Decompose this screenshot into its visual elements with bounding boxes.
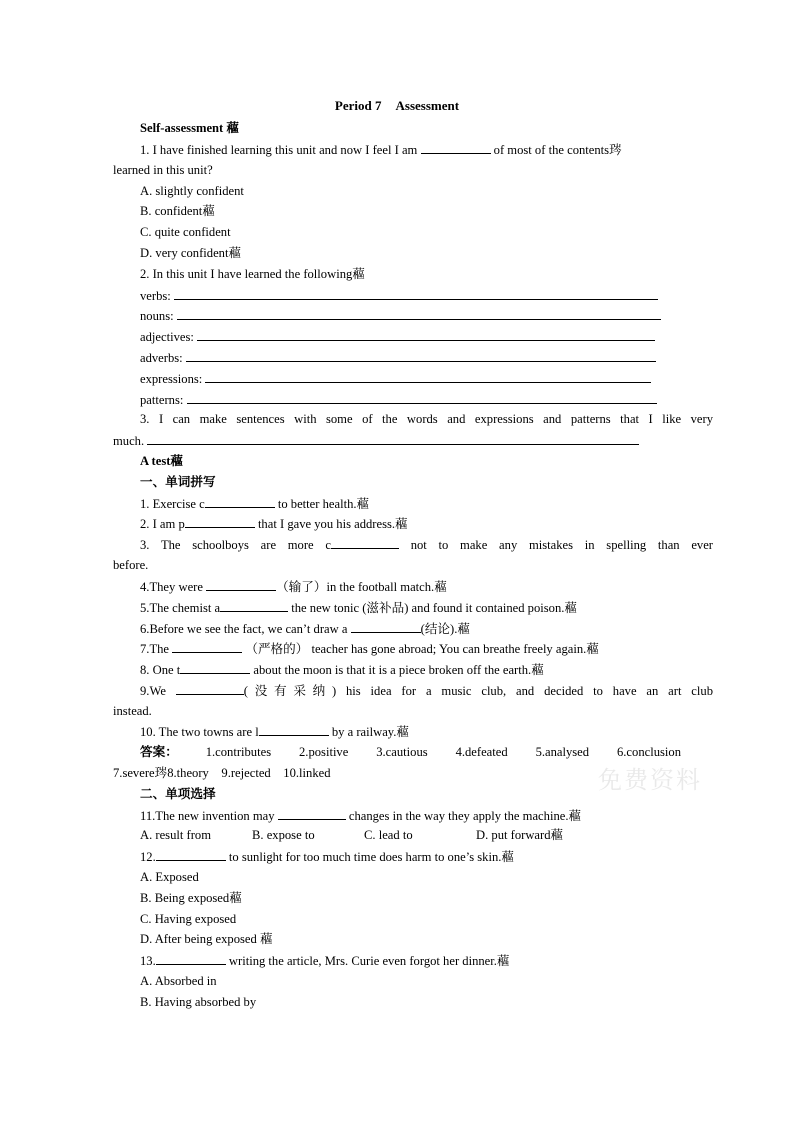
answer-blank <box>185 515 255 528</box>
spelling-item-10: 10. The two towns are l by a railway.藲 <box>140 725 410 739</box>
question-12-option-a: A. Exposed <box>140 870 199 884</box>
answer-blank <box>421 141 491 154</box>
spelling-item-6: 6.Before we see the fact, we can’t draw a (结论).藲 <box>140 622 470 636</box>
spelling-item-3: 3. The schoolboys are more c not to make any mistakes in spelling than ever <box>140 538 713 552</box>
answer-line <box>177 307 661 320</box>
answer-blank <box>206 578 276 591</box>
option-a: A. slightly confident <box>140 184 244 198</box>
answer-line <box>205 370 651 383</box>
question-12-option-d: D. After being exposed 藲 <box>140 932 273 946</box>
row-nouns: nouns: <box>140 307 661 324</box>
spelling-item-1: 1. Exercise c to better health.藲 <box>140 497 370 511</box>
spelling-item-7: 7.The （严格的） teacher has gone abroad; You can breathe freely again.藲 <box>140 642 599 656</box>
question-1-line2: learned in this unit? <box>113 163 213 177</box>
row-adjectives: adjectives: <box>140 328 655 345</box>
answer-blank <box>220 599 288 612</box>
choice-question-11: 11.The new invention may changes in the way they apply the machine.藲 <box>140 809 582 823</box>
question-2: 2. In this unit I have learned the following藲 <box>140 267 365 281</box>
question-13-option-b: B. Having absorbed by <box>140 995 257 1009</box>
a-test-heading: A test藲 <box>140 454 184 468</box>
answer-blank <box>205 495 275 508</box>
row-verbs: verbs: <box>140 287 658 304</box>
answers-line-1: 答案： 1.contributes 2.positive 3.cautious 4.defeated 5.analysed 6.conclusion <box>140 745 681 759</box>
question-3-line2: much. <box>113 432 639 449</box>
question-12-option-b: B. Being exposed藲 <box>140 891 242 905</box>
row-patterns: patterns: <box>140 391 657 408</box>
question-12-option-c: C. Having exposed <box>140 912 237 926</box>
self-assessment-heading: Self-assessment 藲 <box>140 121 239 135</box>
question-11-options: A. result from B. expose to C. lead to D. put forward藲 <box>140 828 564 842</box>
choice-question-12: 12. to sunlight for too much time does harm to one’s skin.藲 <box>140 850 514 864</box>
answer-line <box>174 287 658 300</box>
option-c: C. quite confident <box>140 225 231 239</box>
answer-line <box>187 391 657 404</box>
answer-blank <box>331 536 399 549</box>
answer-blank <box>156 952 226 965</box>
page-title: Period 7 Assessment <box>334 98 460 113</box>
answer-blank <box>176 682 244 695</box>
spelling-item-4: 4.They were （输了）in the football match.藲 <box>140 580 447 594</box>
answer-blank <box>156 848 226 861</box>
answer-blank <box>180 661 250 674</box>
spelling-item-5: 5.The chemist a the new tonic (滋补品) and found it contained poison.藲 <box>140 601 578 615</box>
part-1-heading: 一、单词拼写 <box>140 475 216 489</box>
answer-line <box>186 349 656 362</box>
answer-blank <box>259 723 329 736</box>
spelling-item-8: 8. One t about the moon is that it is a piece broken off the earth.藲 <box>140 663 544 677</box>
spelling-item-3-cont: before. <box>113 558 149 572</box>
spelling-item-9: 9.We (没有采纳) his idea for a music club, and decided to have an art club <box>140 684 713 698</box>
answers-line-2: 7.severe琌8.theory 9.rejected 10.linked <box>113 766 331 780</box>
answer-line <box>147 432 639 445</box>
question-1-line1: 1. I have finished learning this unit and now I feel I am of most of the contents琌 <box>140 143 622 157</box>
answer-line <box>197 328 655 341</box>
spelling-item-9-cont: instead. <box>113 704 152 718</box>
choice-question-13: 13. writing the article, Mrs. Curie even forgot her dinner.藲 <box>140 954 510 968</box>
answer-blank <box>172 640 242 653</box>
row-expressions: expressions: <box>140 370 651 387</box>
row-adverbs: adverbs: <box>140 349 656 366</box>
part-2-heading: 二、单项选择 <box>140 787 216 801</box>
question-3-line1: 3. I can make sentences with some of the words and expressions and patterns that I like very <box>140 412 713 426</box>
answer-blank <box>351 620 421 633</box>
question-13-option-a: A. Absorbed in <box>140 974 217 988</box>
answer-blank <box>278 807 346 820</box>
option-b: B. confident藲 <box>140 204 215 218</box>
spelling-item-2: 2. I am p that I gave you his address.藲 <box>140 517 408 531</box>
option-d: D. very confident藲 <box>140 246 242 260</box>
watermark: 免费资料 <box>598 766 702 794</box>
